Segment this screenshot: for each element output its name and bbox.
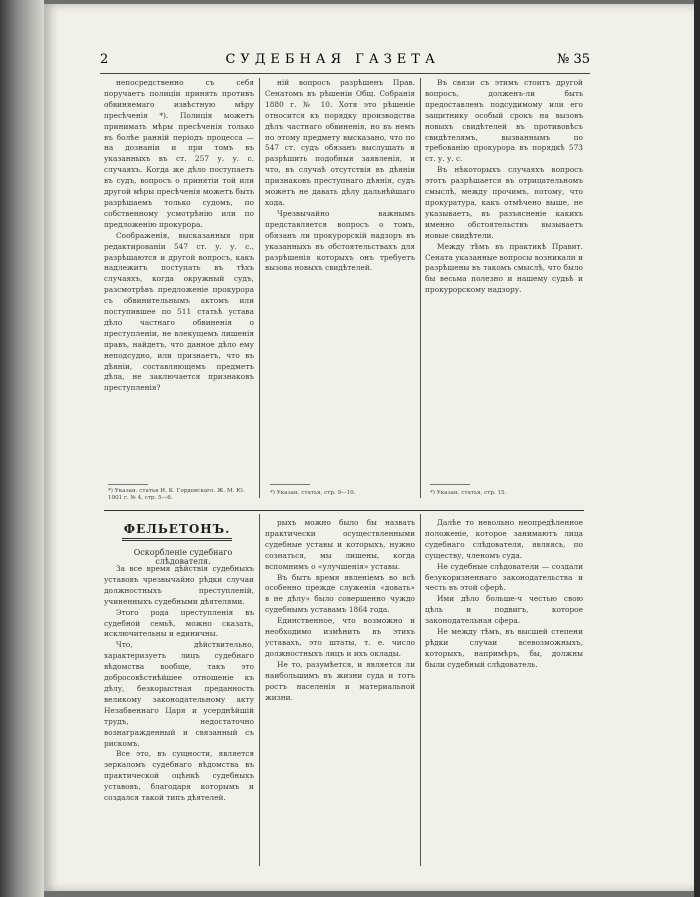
feuilleton-heading: ФЕЛЬЕТОНЪ.	[122, 522, 232, 541]
book-edge	[694, 0, 700, 897]
feuilleton-column-2	[265, 518, 415, 866]
paragraph: Не то, разумѣется, и является ли наибольшимъ въ жизни суда и тотъ ростъ населенія и материальной жизни.	[265, 659, 415, 702]
feuilleton-column-3	[425, 518, 583, 866]
page-number: 2	[100, 52, 109, 67]
top-column-2	[265, 78, 415, 476]
page-header	[100, 52, 590, 72]
newspaper-title: СУДЕБНАЯ ГАЗЕТА	[225, 52, 440, 67]
paragraph: ній вопросъ разрѣшенъ Прав. Сенатомъ въ рѣшеніи Общ. Собранія 1880 г. № 10. Хотя это рѣшеніе относится къ порядку производства дѣлъ частнаго обвиненія, но въ немъ по этому предмету высказано, что по 547 ст. судъ обязанъ выслушать и разрѣшить подобныя заявленія, и что, въ случаѣ отсутствія въ дѣяніи признаковъ преступнаго дѣянія, судъ можетъ не давать дѣлу дальнѣйшаго хода.	[265, 78, 415, 207]
paragraph: Что, дѣйствительно, характеризуетъ лицъ судебнаго вѣдомства вообще, такъ это добросовѣстнѣйшее отношеніе къ дѣлу, безкорыстная преданность великому законодательному акту Незабвеннаго Царя и усерднѣйшій трудъ, недостаточно вознагражденный и связанный съ рискомъ.	[104, 640, 254, 748]
paragraph: Не судебные слѣдователи — создали безукоризненнаго законодательства и честь въ этой сферѣ.	[425, 561, 583, 593]
section-rule	[104, 510, 584, 511]
column-rule	[420, 78, 421, 498]
paragraph: Все это, въ сущности, является зеркаломъ судебнаго вѣдомства въ практической оцѣнкѣ судебныхъ уставовъ, благодаря которымъ и создался такой типъ дѣятелей.	[104, 749, 254, 803]
paragraph: Между тѣмъ въ практикѣ Правит. Сената указанные вопросы возникали и разрѣшены въ такомъ смыслѣ, что было бы весьма полезно и нашему судьѣ и прокурорскому надзору.	[425, 241, 583, 295]
footnote-2: *) Указан. статья, стр. 9—10.	[270, 490, 356, 496]
paragraph: Единственное, что возможно и необходимо измѣнить въ этихъ уставахъ, это штаты, т. е. число должностныхъ лицъ и ихъ оклады.	[265, 616, 415, 658]
top-column-1	[104, 78, 254, 476]
top-column-3	[425, 78, 583, 476]
issue-number: № 35	[557, 52, 590, 67]
paragraph: Не между тѣмъ, въ высшей степени рѣдки случаи всевозможныхъ, которыхъ, напримѣръ, бы, должны были судебный слѣдователь.	[425, 627, 583, 669]
paragraph: Чрезвычайно важнымъ представляется вопросъ о томъ, обязанъ ли прокурорскій надзоръ въ указанныхъ въ обстоятельствахъ для разрѣшенія которыхъ онъ требуетъ вызова новыхъ свидѣтелей.	[265, 208, 415, 273]
header-rule	[100, 73, 590, 74]
footnote-1: *) Указан. статья И. К. Гордевскаго. Ж. М. Ю. 1901 г. № 4, стр. 5—6.	[108, 488, 245, 501]
paragraph: Этого рода преступленія въ судебной семьѣ, можно сказать, исключительны и единичны.	[104, 607, 254, 639]
paragraph: Соображенія, высказанныя при редактированіи 547 ст. у. у. с., разрѣшаются и другой вопросъ, какъ надлежитъ поступать въ тѣхъ случаяхъ, когда окружный судъ, разсмотрѣвъ предложеніе прокурора съ обвинительнымъ актомъ или поступившее по 511 статьѣ устава дѣло частнаго обвиненія о преступленіи, не влекущемъ лишенія правъ, найдетъ, что данное дѣло ему неподсудно, или признаетъ, что въ дѣяніи, составляющемъ предметъ дѣла, не заключается признаковъ преступленія?	[104, 230, 254, 393]
paragraph: Въ связи съ этимъ стоитъ другой вопросъ, долженъ-ли быть предоставленъ подсудимому или его защитнику особый срокъ на вызовъ новыхъ свидѣтелей въ противовѣсъ свидѣтелямъ, вызваннымъ по требованію прокурора въ порядкѣ 573 ст. у. у. с.	[425, 78, 583, 164]
paragraph: Въ нѣкоторыхъ случаяхъ вопросъ этотъ разрѣшается въ отрицательномъ смыслѣ, между прочимъ, потому, что прокуратура, какъ отмѣчено выше, не указываетъ, въ разъясненіе какихъ именно обстоятельствъ вызываетъ новые свидѣтели.	[425, 165, 583, 240]
column-rule	[259, 514, 260, 866]
column-rule	[259, 78, 260, 498]
paragraph: Далѣе то невольно неопредѣленное положеніе, которое занимаютъ лица судебнаго слѣдователя, являясь, по существу, членомъ суда.	[425, 518, 583, 560]
paragraph: Ими дѣло больше-ч честью свою цѣль и подвигъ, которое законодательная сфера.	[425, 594, 583, 626]
paragraph: рыхъ можно было бы назвать практически осуществленными судебные уставы и которыхъ, нужно сознаться, мы лишены, когда вспомнимъ о «улучшенія» уставы.	[265, 518, 415, 571]
paragraph: непосредственно съ себя поручаетъ полиціи принять противъ обвиняемаго извѣстную мѣру пресѣченія *). Полиція можетъ принимать мѣры пресѣченія только въ болѣе ранній періодъ процесса — на дознаніи и при томъ въ указанныхъ въ ст. 257 у. у. с. случаяхъ. Когда же дѣло поступаетъ въ судъ, вопросъ о принятіи той или другой мѣры пресѣченія можетъ быть разрѣшаемъ только судомъ, по собственному усмотрѣнію или по предложенію прокурора.	[104, 78, 254, 229]
footnote-rule	[430, 484, 470, 485]
footnote-rule	[270, 484, 310, 485]
feuilleton-column-1	[104, 564, 254, 864]
paragraph: За все время дѣйствія судебныхъ уставовъ чрезвычайно рѣдки случаи должностныхъ преступленій, учиненныхъ судебными дѣятелями.	[104, 564, 254, 606]
paragraph: Въ бытъ время явленіемъ во всѣ особенно прежде служенія «довать» в не дѣлу» было совершенно чуждо судебнымъ уставамъ 1864 года.	[265, 572, 415, 615]
column-rule	[420, 514, 421, 866]
book-spine	[0, 0, 44, 897]
footnote-3: *) Указан. статья, стр. 15.	[430, 490, 507, 496]
feuilleton-subtitle: Оскорбленіе судебнаго слѣдователя.	[133, 548, 233, 566]
footnote-rule	[108, 484, 148, 485]
